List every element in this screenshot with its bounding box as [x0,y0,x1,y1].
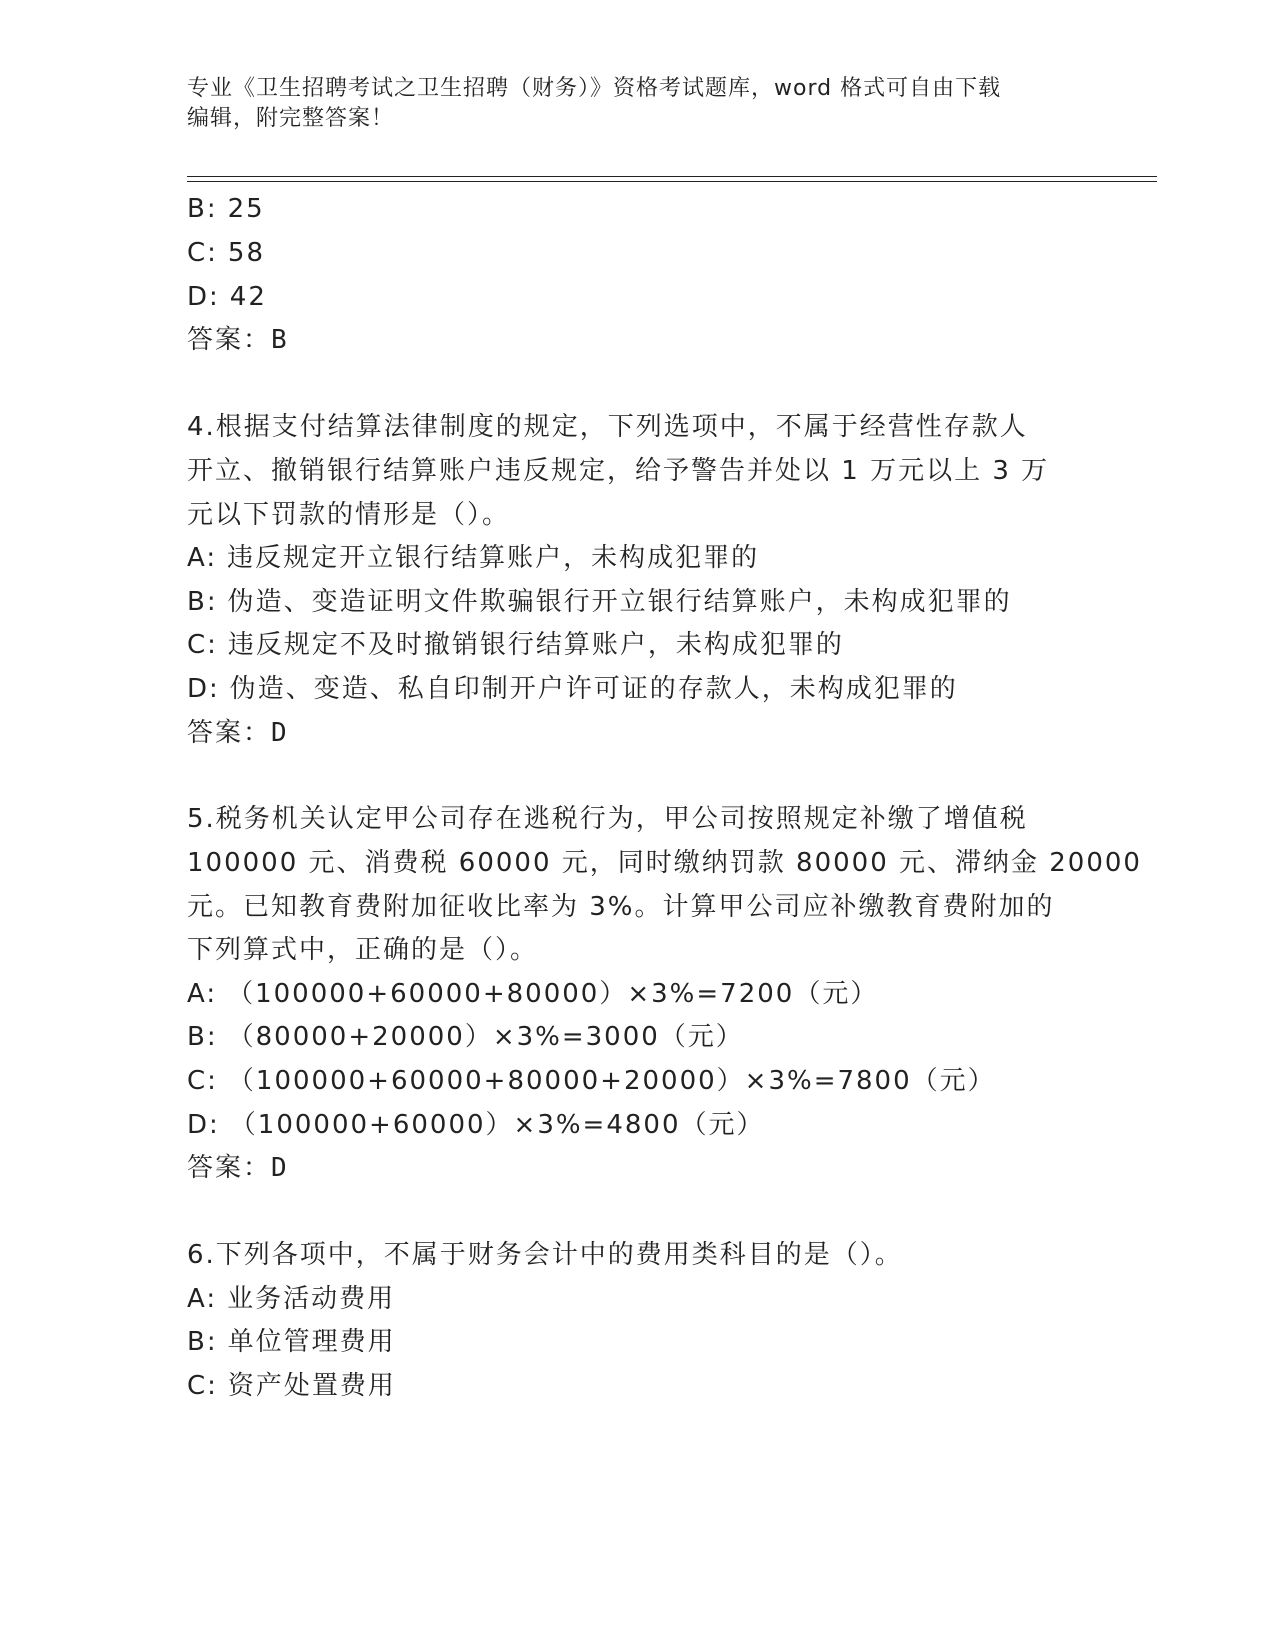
option-text: 伪造、变造、私自印制开户许可证的存款人，未构成犯罪的 [229,674,958,704]
answer-value: D [271,1153,289,1183]
option-text: （100000+60000）×3%=4800（元） [229,1110,765,1140]
q4-answer [187,716,289,750]
option-letter: C: [187,238,218,268]
option-letter: B: [187,1327,218,1357]
q5-option-d [187,1108,765,1142]
option-letter: C: [187,1371,218,1401]
option-text: 违反规定开立银行结算账户，未构成犯罪的 [227,543,760,573]
document-header [187,74,1087,134]
q4-stem-line-3: 元以下罚款的情形是（）。 [187,500,511,530]
answer-value: B [271,325,289,355]
option-letter: C: [187,630,218,660]
q3-answer [187,323,289,357]
option-letter: B: [187,194,218,224]
option-text: 资产处置费用 [227,1371,396,1401]
option-text: 42 [229,282,267,312]
q5-option-b [187,1020,744,1054]
q4-option-a [187,541,759,575]
q6-stem-line-1: 6.下列各项中，不属于财务会计中的费用类科目的是（）。 [187,1240,903,1270]
option-text: 58 [227,238,266,268]
option-text: 伪造、变造证明文件欺骗银行开立银行结算账户，未构成犯罪的 [227,587,1012,617]
q5-stem-line-1: 5.税务机关认定甲公司存在逃税行为，甲公司按照规定补缴了增值税 [187,804,1028,834]
q6-option-c [187,1369,396,1403]
q5-answer [187,1151,289,1185]
q3-option-d [187,280,267,314]
header-divider-bottom [187,181,1157,182]
q3-option-c [187,236,265,270]
header-divider-top [187,176,1157,177]
option-text: 单位管理费用 [227,1327,396,1357]
q5-stem-line-4: 下列算式中，正确的是（）。 [187,935,539,965]
option-letter: D: [187,1110,220,1140]
option-letter: A: [187,543,218,573]
option-letter: A: [187,979,218,1009]
option-text: （100000+60000+80000）×3%=7200（元） [227,979,879,1009]
q4-stem-line-1: 4.根据支付结算法律制度的规定，下列选项中，不属于经营性存款人 [187,412,1028,442]
q4-option-c [187,628,844,662]
option-text: （100000+60000+80000+20000）×3%=7800（元） [227,1066,996,1096]
answer-value: D [271,718,289,748]
answer-label: 答案： [187,325,272,355]
q5-option-a [187,977,878,1011]
q3-option-b [187,192,265,226]
option-letter: D: [187,674,220,704]
option-letter: B: [187,587,218,617]
q5-stem-line-3: 元。已知教育费附加征收比率为 3%。计算甲公司应补缴教育费附加的 [187,892,1055,922]
q5-option-c [187,1064,996,1098]
answer-label: 答案： [187,1153,272,1183]
header-line-2: 编辑，附完整答案！ [187,106,395,131]
option-text: 25 [227,194,265,224]
option-text: 业务活动费用 [227,1284,396,1314]
q4-stem-line-2: 开立、撤销银行结算账户违反规定，给予警告并处以 1 万元以上 3 万 [187,456,1050,486]
q4-option-d [187,672,958,706]
q6-option-a [187,1282,395,1316]
option-letter: C: [187,1066,218,1096]
q5-stem-line-2: 100000 元、消费税 60000 元，同时缴纳罚款 80000 元、滞纳金 20000 [187,848,1142,878]
option-text: （80000+20000）×3%=3000（元） [227,1022,744,1052]
option-letter: B: [187,1022,218,1052]
q6-option-b [187,1325,396,1359]
option-letter: D: [187,282,220,312]
option-letter: A: [187,1284,218,1314]
header-line-1: 专业《卫生招聘考试之卫生招聘（财务）》资格考试题库，word 格式可自由下载 [187,76,1002,101]
q4-option-b [187,585,1012,619]
answer-label: 答案： [187,718,272,748]
option-text: 违反规定不及时撤销银行结算账户，未构成犯罪的 [227,630,844,660]
